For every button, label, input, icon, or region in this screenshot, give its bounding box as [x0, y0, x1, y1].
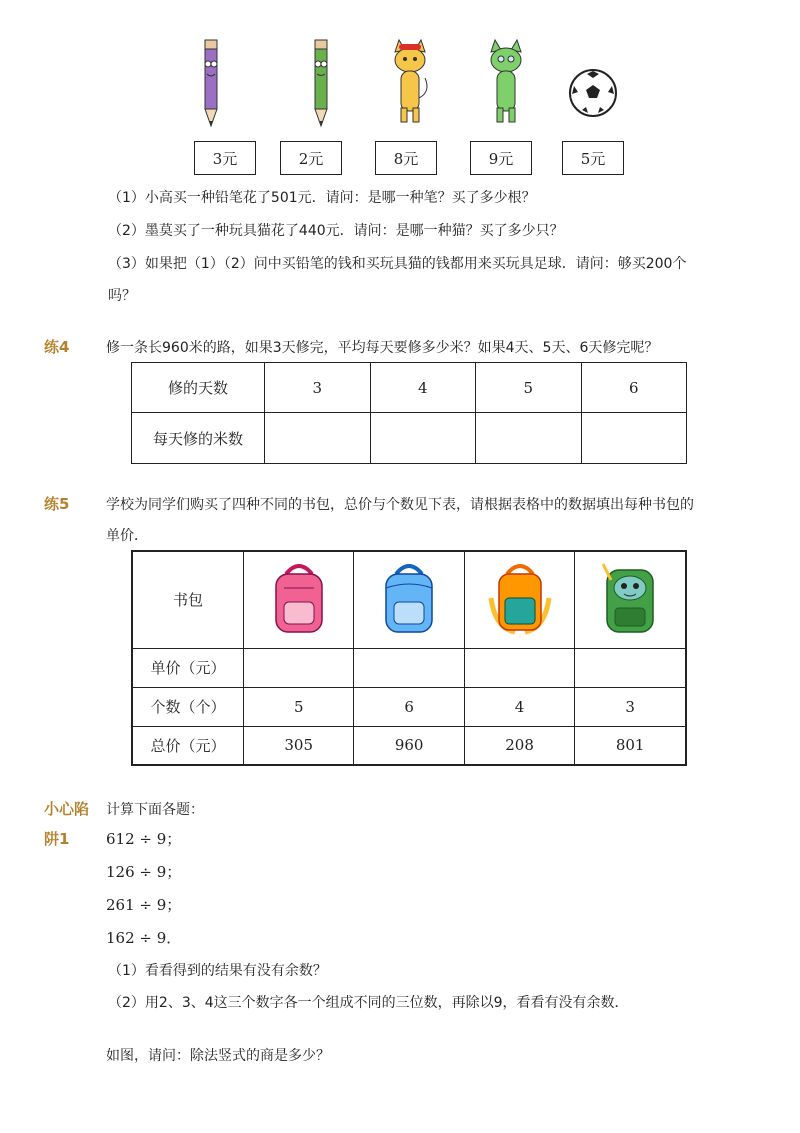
expression: 261 ÷ 9；	[106, 896, 182, 914]
expression: 126 ÷ 9；	[106, 863, 182, 881]
count-cell: 6	[354, 687, 464, 726]
blank-answer-cell	[370, 413, 476, 464]
expression: 612 ÷ 9；	[106, 830, 182, 848]
yellow-cat-icon	[385, 38, 435, 130]
price-box-yellow-cat: 8元	[375, 141, 437, 175]
total-cell: 305	[244, 726, 354, 765]
green-cat-icon	[481, 38, 531, 130]
blank-answer-cell	[575, 648, 686, 687]
total-cell: 801	[575, 726, 686, 765]
days-cell: 5	[476, 363, 582, 413]
header-count: 个数（个）	[132, 687, 244, 726]
bag-image-cell	[244, 551, 354, 648]
blank-answer-cell	[265, 413, 371, 464]
exercise-4-label: 练4	[44, 338, 70, 356]
orange-backpack-icon	[485, 558, 555, 638]
green-backpack-icon	[595, 558, 665, 638]
price-box-soccer-ball: 5元	[562, 141, 624, 175]
total-cell: 208	[464, 726, 574, 765]
question-3-line-2: 吗？	[108, 288, 136, 304]
question-2: （2）墨莫买了一种玩具猫花了440元．请问：是哪一种猫？买了多少只？	[108, 223, 564, 239]
exercise-5-text-line-2: 单价．	[106, 528, 148, 544]
days-cell: 3	[265, 363, 371, 413]
exercise-4-text: 修一条长960米的路，如果3天修完，平均每天要修多少米？如果4天、5天、6天修完呢？	[106, 340, 659, 356]
bag-image-cell	[464, 551, 574, 648]
blank-answer-cell	[354, 648, 464, 687]
question-1: （1）小高买一种铅笔花了501元．请问：是哪一种笔？买了多少根？	[108, 190, 536, 206]
pink-backpack-icon	[264, 558, 334, 638]
header-total: 总价（元）	[132, 726, 244, 765]
bag-image-cell	[575, 551, 686, 648]
exercise-5-table	[131, 550, 687, 766]
row-header-days: 修的天数	[132, 363, 265, 413]
question-3-line-1: （3）如果把（1）（2）问中买铅笔的钱和买玩具猫的钱都用来买玩具足球．请问：够买200个	[108, 256, 687, 272]
blank-answer-cell	[244, 648, 354, 687]
days-cell: 6	[581, 363, 687, 413]
purple-pencil-icon	[186, 38, 236, 130]
exercise-4-table	[131, 362, 687, 464]
blank-answer-cell	[581, 413, 687, 464]
price-box-purple-pencil: 3元	[194, 141, 256, 175]
exercise-5-label: 练5	[44, 495, 70, 513]
header-bag: 书包	[132, 551, 244, 648]
trap-label-line-2: 阱1	[44, 830, 70, 848]
trap-label-line-1: 小心陷	[44, 800, 90, 818]
price-box-green-cat: 9元	[470, 141, 532, 175]
soccer-ball-icon	[568, 68, 618, 118]
expression: 162 ÷ 9．	[106, 929, 182, 947]
count-cell: 4	[464, 687, 574, 726]
price-box-green-pencil: 2元	[280, 141, 342, 175]
days-cell: 4	[370, 363, 476, 413]
trap-subquestion-2: （2）用2、3、4这三个数字各一个组成不同的三位数，再除以9，看看有没有余数．	[108, 995, 629, 1011]
trap-subquestion-1: （1）看看得到的结果有没有余数？	[108, 963, 327, 979]
blank-answer-cell	[464, 648, 574, 687]
count-cell: 5	[244, 687, 354, 726]
total-cell: 960	[354, 726, 464, 765]
count-cell: 3	[575, 687, 686, 726]
trap-intro: 计算下面各题：	[106, 802, 204, 818]
blue-backpack-icon	[374, 558, 444, 638]
bag-image-cell	[354, 551, 464, 648]
header-unit-price: 单价（元）	[132, 648, 244, 687]
green-pencil-icon	[296, 38, 346, 130]
blank-answer-cell	[476, 413, 582, 464]
row-header-meters-per-day: 每天修的米数	[132, 413, 265, 464]
exercise-5-text-line-1: 学校为同学们购买了四种不同的书包，总价与个数见下表，请根据表格中的数据填出每种书包的	[106, 497, 694, 513]
final-question: 如图，请问：除法竖式的商是多少？	[106, 1048, 330, 1064]
